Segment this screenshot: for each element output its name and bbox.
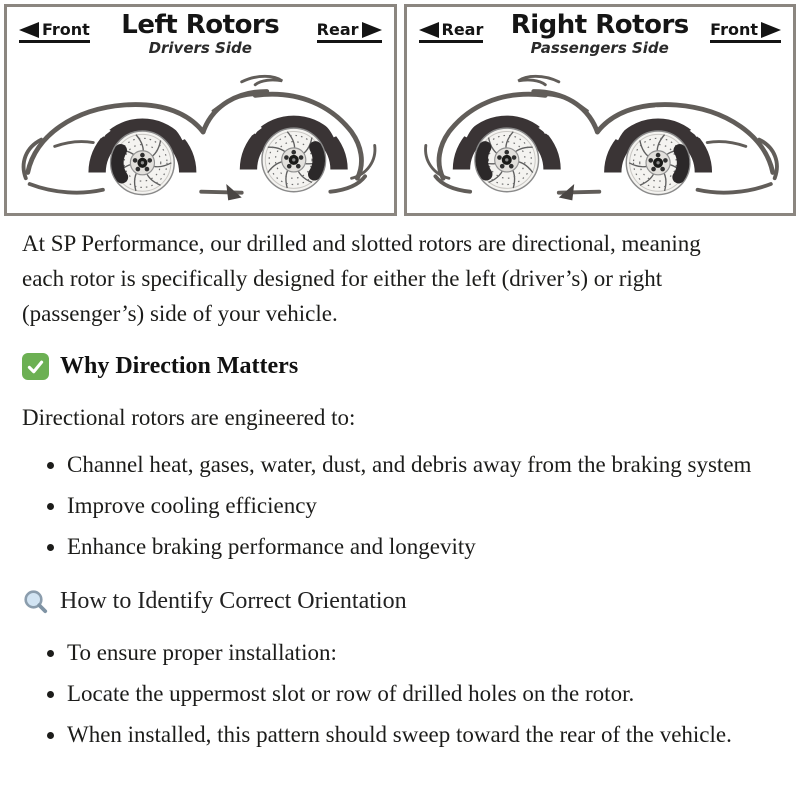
list-item: • Enhance braking performance and longevity	[67, 529, 767, 564]
heading-text: How to Identify Correct Orientation	[60, 588, 407, 614]
rotation-label: Rotation	[616, 106, 676, 134]
why-direction-matters-heading	[22, 349, 788, 384]
panel-title: Right Rotors	[510, 10, 689, 40]
benefits-list	[22, 447, 788, 564]
heading-text: Why Direction Matters	[60, 353, 299, 379]
rotation-label: Rotation	[465, 103, 525, 131]
rear-direction-label	[317, 20, 382, 43]
rotation-label: Rotation	[283, 103, 340, 137]
check-mark-icon	[22, 353, 49, 380]
rotor-direction-diagram	[4, 4, 796, 216]
panel-subtitle: Passengers Side	[530, 39, 669, 57]
panel-subtitle: Drivers Side	[148, 39, 252, 57]
right-car-illustration	[409, 51, 792, 211]
right-arrow-icon	[761, 22, 781, 38]
list-item: • Locate the uppermost slot or row of drilled holes on the rotor.	[67, 676, 767, 711]
list-item: • Improve cooling efficiency	[67, 488, 767, 523]
rotation-label: Rotation	[131, 106, 189, 140]
identify-orientation-heading	[22, 584, 788, 619]
direction-text: Rear	[316, 20, 359, 39]
orientation-steps-list	[22, 635, 788, 752]
left-rotors-panel	[4, 4, 397, 216]
front-direction-label	[710, 20, 781, 43]
direction-text: Front	[710, 20, 758, 39]
left-car-illustration	[9, 51, 392, 211]
list-item: • When installed, this pattern should sweep toward the rear of the vehicle.	[67, 717, 767, 752]
article-content	[0, 216, 800, 752]
direction-text: Front	[42, 20, 90, 39]
list-item: • To ensure proper installation:	[67, 635, 767, 670]
section1-lead: Directional rotors are engineered to:	[22, 405, 356, 430]
list-item: • Channel heat, gases, water, dust, and debris away from the braking system	[67, 447, 767, 482]
right-rotors-panel	[404, 4, 797, 216]
panel-title: Left Rotors	[121, 10, 280, 40]
magnifying-glass-icon	[22, 588, 49, 615]
direction-text: Rear	[441, 20, 484, 39]
intro-paragraph: At SP Performance, our drilled and slotted rotors are directional, meaning each rotor is specifically designed for either the left (driver’s) or right (passenger’s) side of your vehicle.	[22, 231, 701, 326]
right-arrow-icon	[362, 22, 382, 38]
